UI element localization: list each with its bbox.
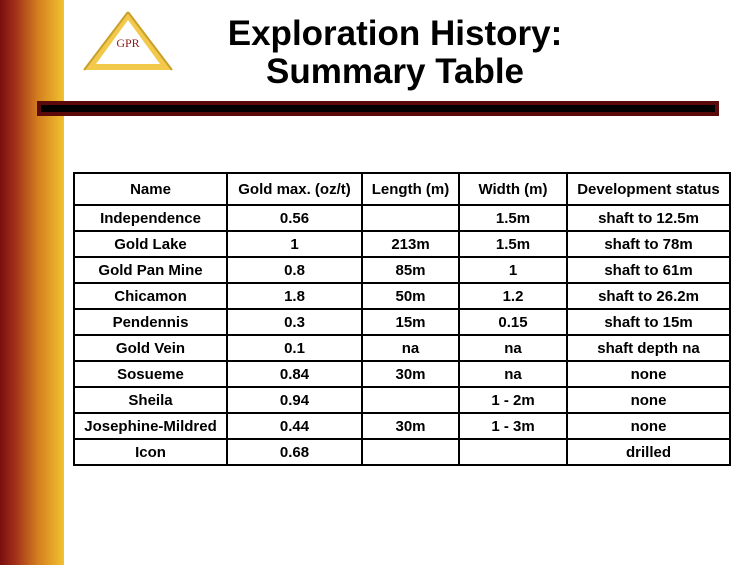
cell-name: Josephine-Mildred — [74, 413, 227, 439]
cell-length: 50m — [362, 283, 459, 309]
header-gold-max: Gold max. (oz/t) — [227, 173, 362, 205]
cell-name: Gold Vein — [74, 335, 227, 361]
cell-name: Gold Lake — [74, 231, 227, 257]
cell-width: 1 - 2m — [459, 387, 567, 413]
cell-development-status: shaft to 12.5m — [567, 205, 730, 231]
cell-length — [362, 205, 459, 231]
table-row — [74, 439, 730, 465]
cell-development-status: none — [567, 413, 730, 439]
table-row — [74, 335, 730, 361]
cell-length: 85m — [362, 257, 459, 283]
logo-text: GPR — [116, 36, 140, 50]
cell-gold-max: 0.94 — [227, 387, 362, 413]
cell-width: 1 — [459, 257, 567, 283]
cell-gold-max: 0.1 — [227, 335, 362, 361]
cell-development-status: shaft depth na — [567, 335, 730, 361]
cell-gold-max: 1.8 — [227, 283, 362, 309]
title-line-2: Summary Table — [265, 52, 525, 91]
cell-width: 1.2 — [459, 283, 567, 309]
cell-gold-max: 1 — [227, 231, 362, 257]
cell-width: 1.5m — [459, 231, 567, 257]
table-row — [74, 231, 730, 257]
cell-length: 213m — [362, 231, 459, 257]
cell-length: 15m — [362, 309, 459, 335]
cell-development-status: shaft to 15m — [567, 309, 730, 335]
cell-name: Independence — [74, 205, 227, 231]
cell-length — [362, 439, 459, 465]
cell-name: Sheila — [74, 387, 227, 413]
cell-length: 30m — [362, 361, 459, 387]
table-row — [74, 283, 730, 309]
cell-gold-max: 0.3 — [227, 309, 362, 335]
cell-name: Icon — [74, 439, 227, 465]
cell-name: Chicamon — [74, 283, 227, 309]
header-width: Width (m) — [459, 173, 567, 205]
page-title — [180, 15, 610, 91]
cell-development-status: shaft to 61m — [567, 257, 730, 283]
table-row — [74, 387, 730, 413]
cell-width: na — [459, 361, 567, 387]
summary-table — [73, 172, 731, 466]
cell-width — [459, 439, 567, 465]
title-divider — [37, 101, 719, 116]
cell-gold-max: 0.8 — [227, 257, 362, 283]
cell-development-status: none — [567, 361, 730, 387]
left-gradient-band — [0, 0, 64, 565]
title-line-1: Exploration History: — [227, 14, 563, 53]
cell-gold-max: 0.56 — [227, 205, 362, 231]
table-row — [74, 309, 730, 335]
table-row — [74, 257, 730, 283]
cell-length: 30m — [362, 413, 459, 439]
cell-gold-max: 0.44 — [227, 413, 362, 439]
cell-gold-max: 0.68 — [227, 439, 362, 465]
cell-length: na — [362, 335, 459, 361]
cell-name: Pendennis — [74, 309, 227, 335]
cell-development-status: shaft to 26.2m — [567, 283, 730, 309]
cell-name: Sosueme — [74, 361, 227, 387]
table-row — [74, 361, 730, 387]
cell-width: 1.5m — [459, 205, 567, 231]
header-name: Name — [74, 173, 227, 205]
table-row — [74, 205, 730, 231]
table-row — [74, 413, 730, 439]
cell-width: na — [459, 335, 567, 361]
cell-development-status: none — [567, 387, 730, 413]
cell-gold-max: 0.84 — [227, 361, 362, 387]
gpr-logo — [82, 10, 174, 72]
header-development-status: Development status — [567, 173, 730, 205]
cell-development-status: drilled — [567, 439, 730, 465]
table-header-row — [74, 173, 730, 205]
cell-name: Gold Pan Mine — [74, 257, 227, 283]
header-length: Length (m) — [362, 173, 459, 205]
cell-width: 1 - 3m — [459, 413, 567, 439]
cell-width: 0.15 — [459, 309, 567, 335]
cell-length — [362, 387, 459, 413]
cell-development-status: shaft to 78m — [567, 231, 730, 257]
